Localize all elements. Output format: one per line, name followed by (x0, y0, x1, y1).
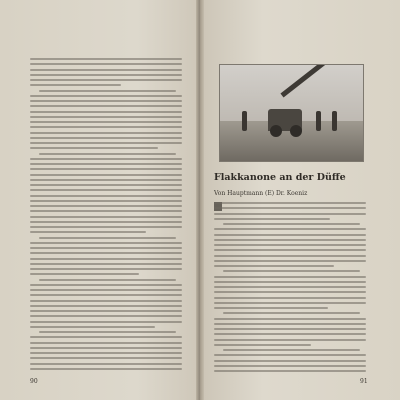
text-line (30, 126, 182, 128)
text-line (214, 333, 366, 335)
left-page-text-block (30, 58, 182, 374)
text-line (30, 294, 182, 296)
text-line (30, 184, 182, 186)
text-line (214, 276, 366, 278)
text-line (214, 260, 366, 262)
text-line (30, 263, 182, 265)
text-line (30, 210, 182, 212)
text-line (223, 270, 360, 272)
text-line (214, 370, 366, 372)
anti-aircraft-gun-photo (219, 64, 364, 162)
text-line (30, 300, 182, 302)
text-line (30, 284, 182, 286)
text-line (214, 213, 366, 215)
text-line (214, 318, 366, 320)
text-line (30, 368, 182, 370)
text-line (214, 244, 366, 246)
text-line (30, 273, 139, 275)
text-line (30, 168, 182, 170)
article-title: Flakkanone an der Düffe (214, 172, 346, 183)
article-byline: Von Hauptmann (E) Dr. Koeniz (214, 190, 308, 197)
text-line (30, 132, 182, 134)
text-line (30, 195, 182, 197)
right-page-number: 91 (360, 378, 368, 385)
text-line (214, 291, 366, 293)
text-line (214, 323, 366, 325)
text-line (39, 237, 176, 239)
text-line (214, 207, 366, 209)
right-page-text-block (214, 202, 366, 374)
text-line (30, 200, 182, 202)
text-line (214, 360, 366, 362)
text-line (30, 111, 182, 113)
book-gutter (196, 0, 204, 400)
text-line (214, 202, 366, 204)
text-line (30, 321, 182, 323)
text-line (30, 95, 182, 97)
text-line (214, 302, 366, 304)
text-line (30, 142, 182, 144)
text-line (214, 255, 366, 257)
text-line (30, 147, 158, 149)
text-line (30, 352, 182, 354)
text-line (30, 116, 182, 118)
text-line (30, 79, 182, 81)
text-line (30, 363, 182, 365)
text-line (30, 74, 182, 76)
text-line (214, 307, 328, 309)
text-line (30, 242, 182, 244)
text-line (214, 281, 366, 283)
text-line (30, 163, 182, 165)
text-line (223, 349, 360, 351)
text-line (30, 205, 182, 207)
text-line (30, 252, 182, 254)
text-line (39, 153, 176, 155)
text-line (30, 258, 182, 260)
text-line (30, 189, 182, 191)
text-line (30, 58, 182, 60)
text-line (30, 137, 182, 139)
text-line (30, 305, 182, 307)
text-line (214, 249, 366, 251)
text-line (214, 286, 366, 288)
text-line (30, 310, 182, 312)
text-line (30, 158, 182, 160)
text-line (30, 121, 182, 123)
text-line (30, 179, 182, 181)
text-line (30, 63, 182, 65)
text-line (30, 174, 182, 176)
text-line (30, 357, 182, 359)
text-line (214, 354, 366, 356)
text-line (30, 105, 182, 107)
text-line (30, 84, 121, 86)
text-line (214, 218, 330, 220)
text-line (214, 339, 366, 341)
text-line (214, 328, 366, 330)
text-line (30, 289, 182, 291)
text-line (214, 228, 366, 230)
text-line (214, 234, 366, 236)
text-line (39, 279, 176, 281)
text-line (214, 265, 334, 267)
text-line (39, 90, 176, 92)
text-line (30, 221, 182, 223)
text-line (30, 268, 182, 270)
text-line (30, 347, 182, 349)
text-line (30, 326, 155, 328)
left-page-number: 90 (30, 378, 38, 385)
text-line (30, 216, 182, 218)
text-line (223, 312, 360, 314)
text-line (30, 342, 182, 344)
text-line (214, 365, 366, 367)
text-line (30, 69, 182, 71)
text-line (30, 231, 146, 233)
text-line (214, 297, 366, 299)
text-line (30, 226, 182, 228)
text-line (30, 100, 182, 102)
text-line (30, 247, 182, 249)
text-line (30, 315, 182, 317)
text-line (223, 223, 360, 225)
text-line (214, 239, 366, 241)
text-line (39, 331, 176, 333)
left-page (0, 0, 196, 400)
text-line (30, 336, 182, 338)
text-line (214, 344, 311, 346)
